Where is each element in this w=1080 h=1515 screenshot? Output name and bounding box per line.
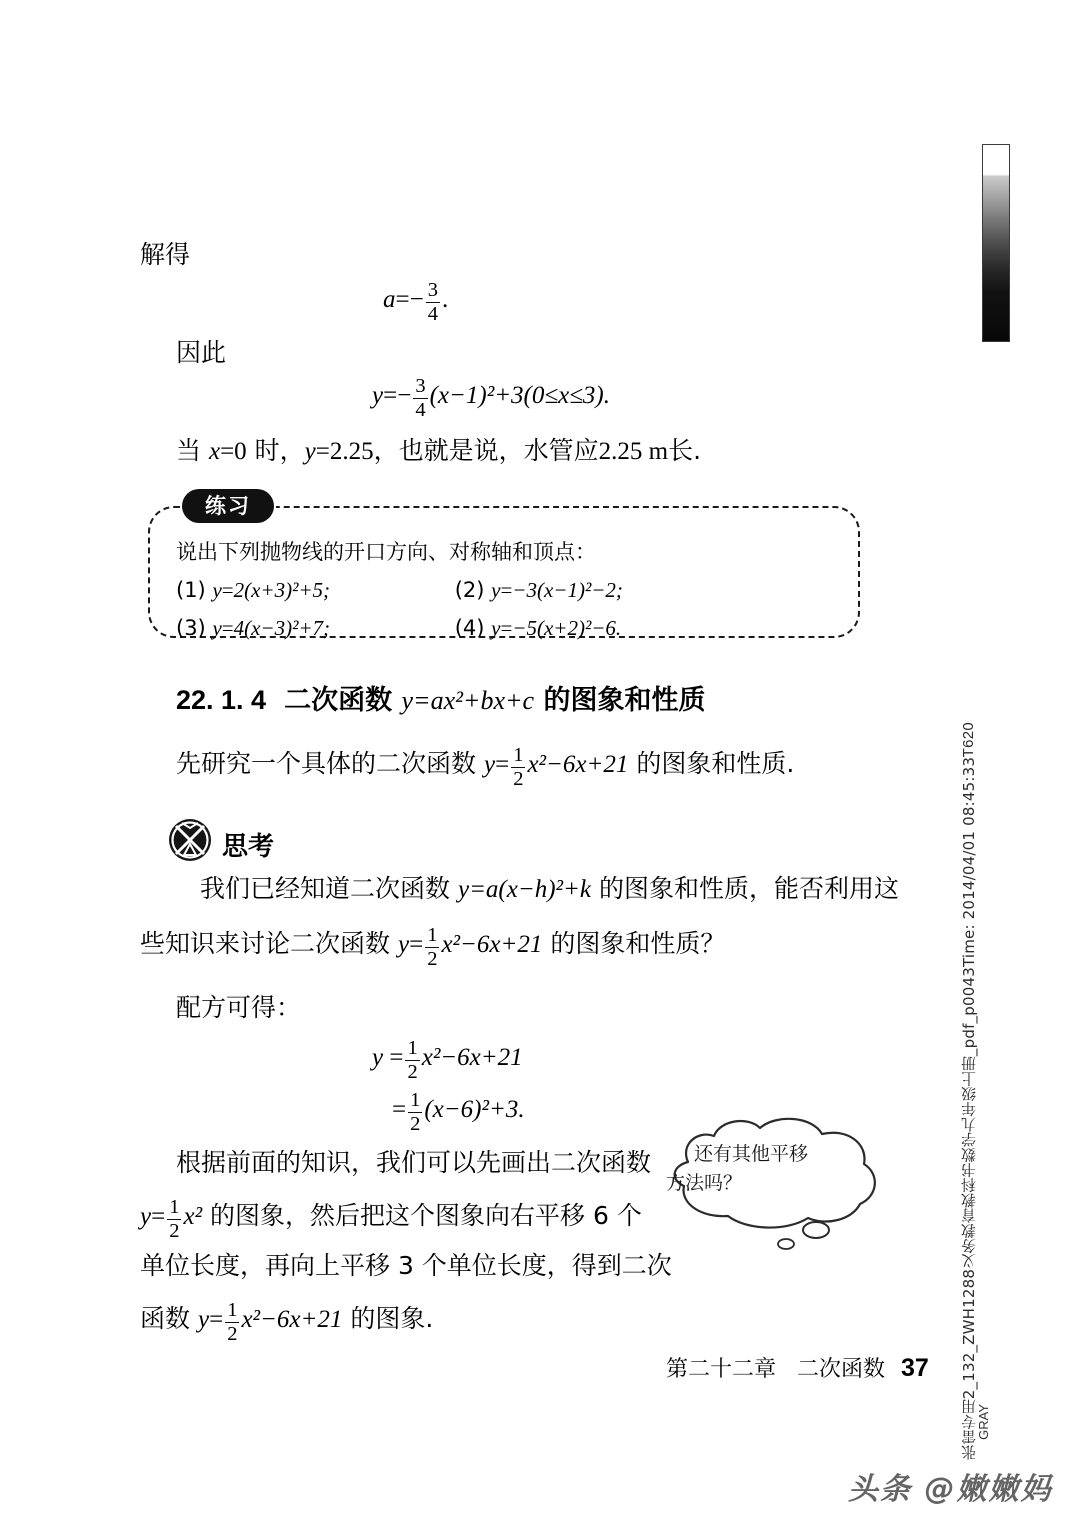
think-line-1-formula: y=a(x−h)²+k xyxy=(457,876,592,903)
conclusion-y: y xyxy=(304,438,316,465)
think-line-1 xyxy=(200,876,899,902)
think-line-1-text-a: 我们已经知道二次函数 xyxy=(200,874,451,903)
practice-item-3-rel: = xyxy=(221,616,234,640)
closing-2-tail: x² xyxy=(183,1202,203,1230)
practice-item-1-number: (1) xyxy=(176,578,206,602)
practice-item-4 xyxy=(455,616,621,640)
eq-a-rel: = xyxy=(395,285,410,313)
eq-y-body: (x−1)²+3(0≤x≤3). xyxy=(429,381,610,409)
think-badge-icon xyxy=(168,818,212,862)
bubble-line-2: 方法吗？ xyxy=(666,1172,743,1195)
footer-topic: 二次函数 xyxy=(797,1357,886,1382)
fraction-denominator: 2 xyxy=(513,767,524,790)
practice-item-1 xyxy=(176,580,448,601)
practice-prompt: 说出下列抛物线的开口方向、对称轴和顶点： xyxy=(176,540,596,564)
think-line-2-text-b: 的图象和性质？ xyxy=(550,928,726,958)
scan-metadata-label: 张雷专用2_132_ZWH1288义务教育教科书数学九年级上册_pdf_p0043Time: 2014/04/01 08:45:33 xyxy=(960,756,978,1460)
closing-2-after: 的图象，然后把这个图象向右平移 6 个 xyxy=(210,1200,642,1230)
fraction-one-half xyxy=(167,1197,181,1242)
fraction-one-half xyxy=(425,925,439,970)
practice-item-3-expr: 4(x−3)²+7; xyxy=(233,616,331,640)
closing-line-1: 根据前面的知识，我们可以先画出二次函数 xyxy=(176,1148,652,1177)
closing-line-3: 单位长度，再向上平移 3 个单位长度，得到二次 xyxy=(140,1251,672,1280)
practice-row-2 xyxy=(176,618,623,639)
label-solved: 解得 xyxy=(140,240,191,269)
conclusion-line xyxy=(176,438,701,464)
conclusion-y-value: =2.25， xyxy=(315,438,399,465)
page-footer xyxy=(666,1352,929,1383)
section-intro-tail: x²−6x+21 xyxy=(527,750,629,778)
practice-item-1-lhs: y xyxy=(212,578,222,602)
think-line-2-rel: = xyxy=(409,930,424,958)
practice-item-2-expr: −3(x−1)²−2; xyxy=(512,578,623,602)
derivation-1-lhs: y xyxy=(372,1043,384,1071)
conclusion-part-1: 当 xyxy=(176,436,202,465)
section-intro-rel: = xyxy=(495,750,510,778)
closing-4-before: 函数 xyxy=(140,1303,191,1333)
section-title-before: 二次函数 xyxy=(284,685,393,716)
think-line-2-text-a: 些知识来讨论二次函数 xyxy=(140,928,391,958)
practice-item-1-rel: = xyxy=(221,578,234,602)
closing-2-rel: = xyxy=(151,1202,166,1230)
fraction-one-half xyxy=(511,745,525,790)
section-title-after: 的图象和性质 xyxy=(543,685,706,716)
practice-item-2-rel: = xyxy=(500,578,513,602)
eq-y-lhs: y xyxy=(372,381,384,409)
practice-badge: 练习 xyxy=(182,489,274,523)
derivation-label: 配方可得： xyxy=(176,993,302,1022)
conclusion-measure: 2.25 m xyxy=(598,438,669,465)
equation-a-value xyxy=(383,280,448,325)
section-formula: y=ax²+bx+c xyxy=(401,686,535,715)
eq-a-lhs: a xyxy=(383,285,396,313)
bubble-line-1: 还有其他平移 xyxy=(694,1143,809,1165)
derivation-1-rel: = xyxy=(389,1043,404,1071)
practice-item-4-lhs: y xyxy=(491,616,501,640)
practice-item-4-number: (4) xyxy=(454,616,485,640)
practice-content xyxy=(176,542,623,639)
closing-2-lhs: y xyxy=(140,1202,152,1230)
fraction-denominator: 2 xyxy=(427,947,438,970)
watermark: 头条 @嫩嫩妈 xyxy=(848,1472,1053,1507)
practice-item-2-lhs: y xyxy=(491,578,501,602)
fraction-numerator: 1 xyxy=(227,1299,238,1321)
fraction-one-half xyxy=(225,1300,239,1345)
practice-item-3-lhs: y xyxy=(212,616,222,640)
conclusion-part-3: 也就是说，水管应 xyxy=(398,436,599,465)
eq-a-sign: − xyxy=(409,285,424,313)
fraction-numerator: 1 xyxy=(427,924,438,946)
practice-item-2-number: (2) xyxy=(454,578,485,602)
eq-a-period: . xyxy=(441,285,449,313)
equation-parabola-model xyxy=(372,376,610,421)
practice-item-3 xyxy=(176,618,448,639)
closing-4-after: 的图象. xyxy=(350,1303,434,1333)
practice-item-4-rel: = xyxy=(500,616,513,640)
practice-row-1 xyxy=(176,580,623,601)
fraction-one-half xyxy=(405,1038,419,1083)
fraction-three-quarters xyxy=(413,376,427,421)
eq-y-rel: = xyxy=(383,381,398,409)
derivation-line-1 xyxy=(372,1038,523,1083)
fraction-numerator: 1 xyxy=(169,1196,180,1218)
derivation-2-rel: = xyxy=(392,1095,407,1123)
think-line-1-text-b: 的图象和性质，能否利用这 xyxy=(598,874,899,903)
thought-bubble-text xyxy=(666,1140,874,1199)
practice-item-4-expr: −5(x+2)²−6. xyxy=(512,616,622,640)
fraction-denominator: 2 xyxy=(169,1219,180,1242)
fraction-numerator: 3 xyxy=(427,279,438,301)
fraction-numerator: 1 xyxy=(410,1089,421,1111)
practice-item-3-number: (3) xyxy=(176,616,206,640)
derivation-line-2 xyxy=(392,1090,525,1135)
section-heading xyxy=(176,678,705,717)
conclusion-x-value: =0 xyxy=(220,438,247,465)
fraction-denominator: 4 xyxy=(415,398,426,421)
scan-code-label: T620 xyxy=(960,722,977,758)
fraction-numerator: 1 xyxy=(407,1037,418,1059)
section-intro-lhs: y xyxy=(483,750,496,778)
closing-4-tail: x²−6x+21 xyxy=(241,1305,343,1333)
conclusion-part-2: 时， xyxy=(254,436,305,465)
closing-line-2 xyxy=(140,1197,642,1242)
section-intro xyxy=(176,745,794,790)
practice-item-2 xyxy=(455,578,623,602)
footer-chapter: 第二十二章 xyxy=(666,1357,777,1382)
grayscale-calibration-strip-icon xyxy=(982,144,1010,342)
footer-page-number: 37 xyxy=(901,1354,929,1382)
think-line-2-lhs: y xyxy=(397,930,410,958)
fraction-numerator: 3 xyxy=(415,375,426,397)
conclusion-x: x xyxy=(208,438,221,465)
section-number: 22. 1. 4 xyxy=(176,685,267,715)
label-therefore: 因此 xyxy=(176,338,227,367)
derivation-2-tail: (x−6)²+3. xyxy=(424,1095,525,1123)
conclusion-part-4: 长. xyxy=(668,436,702,465)
section-intro-part-1: 先研究一个具体的二次函数 xyxy=(176,748,477,778)
fraction-denominator: 2 xyxy=(407,1060,418,1083)
think-line-2 xyxy=(140,925,725,970)
closing-line-4 xyxy=(140,1300,433,1345)
think-label: 思考 xyxy=(222,832,275,862)
scan-gray-label: GRAY xyxy=(976,1404,991,1440)
closing-4-lhs: y xyxy=(197,1305,210,1333)
fraction-three-quarters xyxy=(426,280,440,325)
eq-y-sign: − xyxy=(397,381,412,409)
derivation-1-tail: x²−6x+21 xyxy=(421,1043,523,1071)
fraction-one-half xyxy=(408,1090,422,1135)
think-line-2-tail: x²−6x+21 xyxy=(441,930,543,958)
practice-item-1-expr: 2(x+3)²+5; xyxy=(233,578,331,602)
fraction-denominator: 2 xyxy=(410,1112,421,1135)
fraction-numerator: 1 xyxy=(513,744,524,766)
fraction-denominator: 2 xyxy=(227,1322,238,1345)
closing-4-rel: = xyxy=(209,1305,224,1333)
fraction-denominator: 4 xyxy=(427,302,438,325)
section-intro-part-2: 的图象和性质. xyxy=(636,748,795,778)
